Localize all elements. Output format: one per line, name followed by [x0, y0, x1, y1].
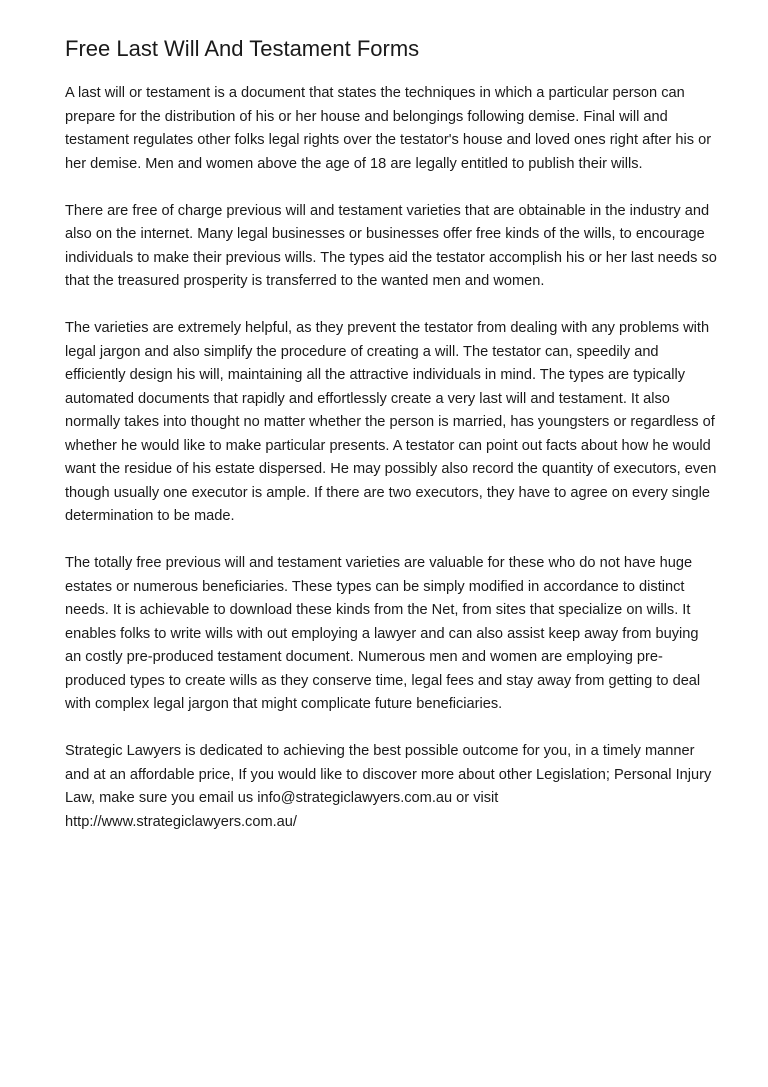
paragraph-intro: A last will or testament is a document that states the techniques in which a particular person can prepare for the distribution of his or her house and belongings following demise. Final will and testament regulates other folks legal rights over the testator's house and loved ones right after his or her demise. Men and women above the age of 18 are legally entitled to publish their wills. [65, 85, 712, 172]
paragraph-free-forms: There are free of charge previous will and testament varieties that are obtainable in the industry and also on the internet. Many legal businesses or businesses offer free kinds of the wills, to encourage individuals to make their previous wills. The types aid the testator accomplish his or her last needs so that the treasured prosperity is transferred to the wanted men and women. [65, 202, 717, 289]
document-title: Free Last Will And Testament Forms [65, 36, 420, 61]
paragraph-contact: Strategic Lawyers is dedicated to achieving the best possible outcome for you, in a timely manner and at an affordable price, If you would like to discover more about other Legislation; Personal Injury Law, make sure you email us info@strategiclawyers.com.au or visit http://www.strategiclawyers.com.au/ [65, 743, 712, 830]
paragraph-valuable-for: The totally free previous will and testament varieties are valuable for these who do not have huge estates or numerous beneficiaries. These types can be simply modified in accordance to distinct needs. It is achievable to download these kinds from the Net, from sites that specialize on wills. It enables folks to write wills with out employing a lawyer and can also assist keep away from buying an costly pre-produced testament document. Numerous men and women are employing pre-produced types to create wills as they conserve time, legal fees and stay away from getting to deal with complex legal jargon that might complicate future beneficiaries. [65, 555, 701, 712]
paragraph-helpful-varieties: The varieties are extremely helpful, as they prevent the testator from dealing with any problems with legal jargon and also simplify the procedure of creating a will. The testator can, speedily and efficiently design his will, maintaining all the attractive individuals in mind. The types are typically automated documents that rapidly and effortlessly create a very last will and testament. It also normally takes into thought no matter whether the person is married, has youngsters or regardless of whether he would like to make particular presents. A testator can point out facts about how he would want the residue of his estate dispersed. He may possibly also record the quantity of executors, even though usually one executor is ample. If there are two executors, they have to agree on every single determination to be made. [65, 320, 717, 524]
